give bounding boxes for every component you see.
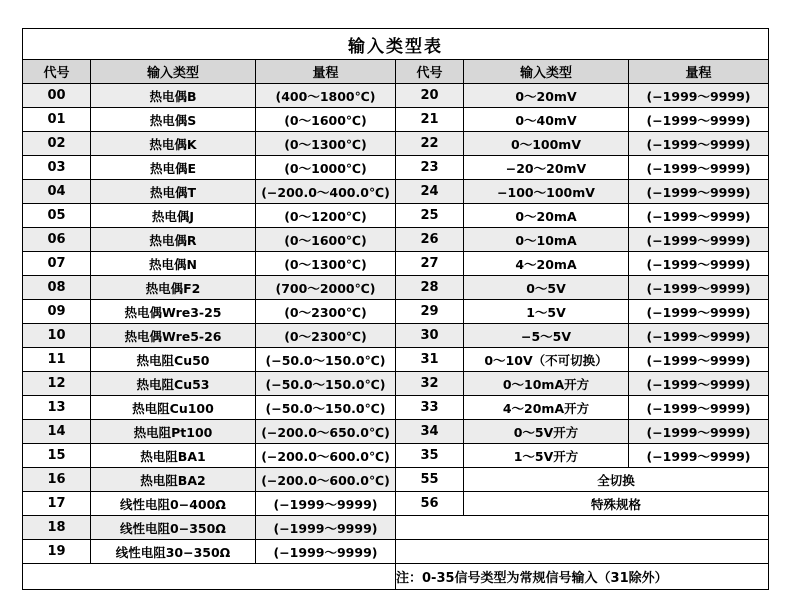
table-row	[23, 516, 769, 540]
cell-range: (−50.0～150.0℃)	[256, 396, 396, 420]
cell-range: (400～1800℃)	[256, 84, 396, 108]
cell-type: 热电阻Pt100	[91, 420, 256, 444]
table-row	[23, 276, 769, 300]
cell-range: (0～1300℃)	[256, 252, 396, 276]
cell-code: 28	[396, 276, 464, 300]
table-row	[23, 468, 769, 492]
cell-type: 热电偶N	[91, 252, 256, 276]
cell-range: (−1999～9999)	[629, 180, 769, 204]
cell-code: 12	[23, 372, 91, 396]
cell-range: (−1999～9999)	[629, 300, 769, 324]
cell-type: 4～20mA	[464, 252, 629, 276]
table-title-row	[23, 29, 769, 60]
cell-type: 线性电阻30−350Ω	[91, 540, 256, 564]
cell-range: (−1999～9999)	[629, 348, 769, 372]
cell-type: 热电偶K	[91, 132, 256, 156]
cell-range: (−50.0～150.0℃)	[256, 348, 396, 372]
cell-code: 29	[396, 300, 464, 324]
cell-range: (0～1600℃)	[256, 108, 396, 132]
cell-range: (−1999～9999)	[629, 228, 769, 252]
cell-range: (−1999～9999)	[629, 204, 769, 228]
cell-code: 05	[23, 204, 91, 228]
cell-type: 0～5V开方	[464, 420, 629, 444]
table-row	[23, 180, 769, 204]
header-range-left: 量程	[256, 60, 396, 84]
table-row	[23, 420, 769, 444]
cell-type: 热电偶Wre5-26	[91, 324, 256, 348]
header-code-left: 代号	[23, 60, 91, 84]
table-row	[23, 348, 769, 372]
cell-code: 18	[23, 516, 91, 540]
table-row	[23, 492, 769, 516]
table-note: 注：0-35信号类型为常规信号输入（31除外）	[396, 564, 769, 590]
table-header-row	[23, 60, 769, 84]
header-type-left: 输入类型	[91, 60, 256, 84]
cell-range: (0～1000℃)	[256, 156, 396, 180]
cell-range: (−1999～9999)	[256, 516, 396, 540]
table-row	[23, 444, 769, 468]
cell-code: 35	[396, 444, 464, 468]
cell-code: 16	[23, 468, 91, 492]
cell-range: (−1999～9999)	[629, 396, 769, 420]
cell-code: 32	[396, 372, 464, 396]
cell-code: 01	[23, 108, 91, 132]
cell-range: (−1999～9999)	[629, 132, 769, 156]
header-range-right: 量程	[629, 60, 769, 84]
cell-code: 55	[396, 468, 464, 492]
cell-type: 热电阻Cu100	[91, 396, 256, 420]
header-code-right: 代号	[396, 60, 464, 84]
cell-empty	[396, 516, 769, 540]
cell-code: 23	[396, 156, 464, 180]
header-type-right: 输入类型	[464, 60, 629, 84]
cell-range: (−50.0～150.0℃)	[256, 372, 396, 396]
cell-code: 19	[23, 540, 91, 564]
cell-range: (0～1600℃)	[256, 228, 396, 252]
cell-code: 34	[396, 420, 464, 444]
cell-type: −5～5V	[464, 324, 629, 348]
cell-code: 09	[23, 300, 91, 324]
table-row	[23, 324, 769, 348]
cell-type: 0～10mA	[464, 228, 629, 252]
cell-code: 13	[23, 396, 91, 420]
table-row	[23, 540, 769, 564]
table-row	[23, 372, 769, 396]
cell-range: (−1999～9999)	[256, 540, 396, 564]
cell-type: 0～20mV	[464, 84, 629, 108]
cell-range: (−200.0～650.0℃)	[256, 420, 396, 444]
cell-type: 0～5V	[464, 276, 629, 300]
cell-type: 0～10mA开方	[464, 372, 629, 396]
cell-type: 热电偶F2	[91, 276, 256, 300]
cell-empty	[396, 540, 769, 564]
table-note-row	[23, 564, 769, 590]
cell-type: 热电偶Wre3-25	[91, 300, 256, 324]
cell-code: 24	[396, 180, 464, 204]
cell-type: −100～100mV	[464, 180, 629, 204]
cell-type: 线性电阻0−350Ω	[91, 516, 256, 540]
cell-type: 0～10V（不可切换）	[464, 348, 629, 372]
cell-range: (−1999～9999)	[629, 108, 769, 132]
cell-code: 08	[23, 276, 91, 300]
cell-type: 热电偶B	[91, 84, 256, 108]
cell-code: 33	[396, 396, 464, 420]
cell-type: 热电偶J	[91, 204, 256, 228]
cell-range: (−1999～9999)	[629, 372, 769, 396]
cell-type: 1～5V	[464, 300, 629, 324]
cell-type: 热电偶R	[91, 228, 256, 252]
cell-range: (0～1200℃)	[256, 204, 396, 228]
table-row	[23, 300, 769, 324]
cell-range: (−1999～9999)	[629, 324, 769, 348]
cell-range: (−1999～9999)	[629, 276, 769, 300]
cell-range: (−1999～9999)	[629, 420, 769, 444]
cell-range: (−200.0～600.0℃)	[256, 468, 396, 492]
cell-range: (−200.0～400.0℃)	[256, 180, 396, 204]
cell-type: −20～20mV	[464, 156, 629, 180]
cell-code: 06	[23, 228, 91, 252]
cell-type: 热电阻Cu53	[91, 372, 256, 396]
cell-type: 热电偶S	[91, 108, 256, 132]
cell-code: 15	[23, 444, 91, 468]
cell-range: (−1999～9999)	[256, 492, 396, 516]
cell-code: 07	[23, 252, 91, 276]
cell-range: (0～1300℃)	[256, 132, 396, 156]
table-row	[23, 228, 769, 252]
input-type-table	[22, 28, 769, 590]
cell-code: 22	[396, 132, 464, 156]
cell-type: 热电阻BA1	[91, 444, 256, 468]
cell-code: 25	[396, 204, 464, 228]
cell-empty	[23, 564, 396, 590]
cell-code: 10	[23, 324, 91, 348]
cell-type: 0～40mV	[464, 108, 629, 132]
cell-range: (0～2300℃)	[256, 324, 396, 348]
table-row	[23, 84, 769, 108]
table-row	[23, 252, 769, 276]
cell-code: 30	[396, 324, 464, 348]
cell-range: (−1999～9999)	[629, 252, 769, 276]
cell-code: 56	[396, 492, 464, 516]
cell-range: (0～2300℃)	[256, 300, 396, 324]
cell-code: 27	[396, 252, 464, 276]
cell-range: (−200.0～600.0℃)	[256, 444, 396, 468]
cell-code: 14	[23, 420, 91, 444]
cell-type: 热电偶E	[91, 156, 256, 180]
cell-range: (−1999～9999)	[629, 156, 769, 180]
cell-type: 全切换	[464, 468, 769, 492]
cell-code: 31	[396, 348, 464, 372]
table-row	[23, 132, 769, 156]
cell-type: 线性电阻0−400Ω	[91, 492, 256, 516]
cell-code: 21	[396, 108, 464, 132]
cell-type: 热电偶T	[91, 180, 256, 204]
page-title: 输入类型表	[23, 29, 769, 60]
table-row	[23, 396, 769, 420]
table-row	[23, 108, 769, 132]
cell-code: 26	[396, 228, 464, 252]
cell-type: 4～20mA开方	[464, 396, 629, 420]
cell-type: 热电阻Cu50	[91, 348, 256, 372]
cell-code: 20	[396, 84, 464, 108]
table-row	[23, 204, 769, 228]
cell-code: 17	[23, 492, 91, 516]
cell-type: 1～5V开方	[464, 444, 629, 468]
cell-code: 11	[23, 348, 91, 372]
cell-type: 热电阻BA2	[91, 468, 256, 492]
cell-code: 03	[23, 156, 91, 180]
cell-type: 特殊规格	[464, 492, 769, 516]
cell-range: (700～2000℃)	[256, 276, 396, 300]
cell-code: 00	[23, 84, 91, 108]
cell-range: (−1999～9999)	[629, 84, 769, 108]
cell-range: (−1999～9999)	[629, 444, 769, 468]
cell-code: 04	[23, 180, 91, 204]
cell-code: 02	[23, 132, 91, 156]
cell-type: 0～100mV	[464, 132, 629, 156]
cell-type: 0～20mA	[464, 204, 629, 228]
table-row	[23, 156, 769, 180]
